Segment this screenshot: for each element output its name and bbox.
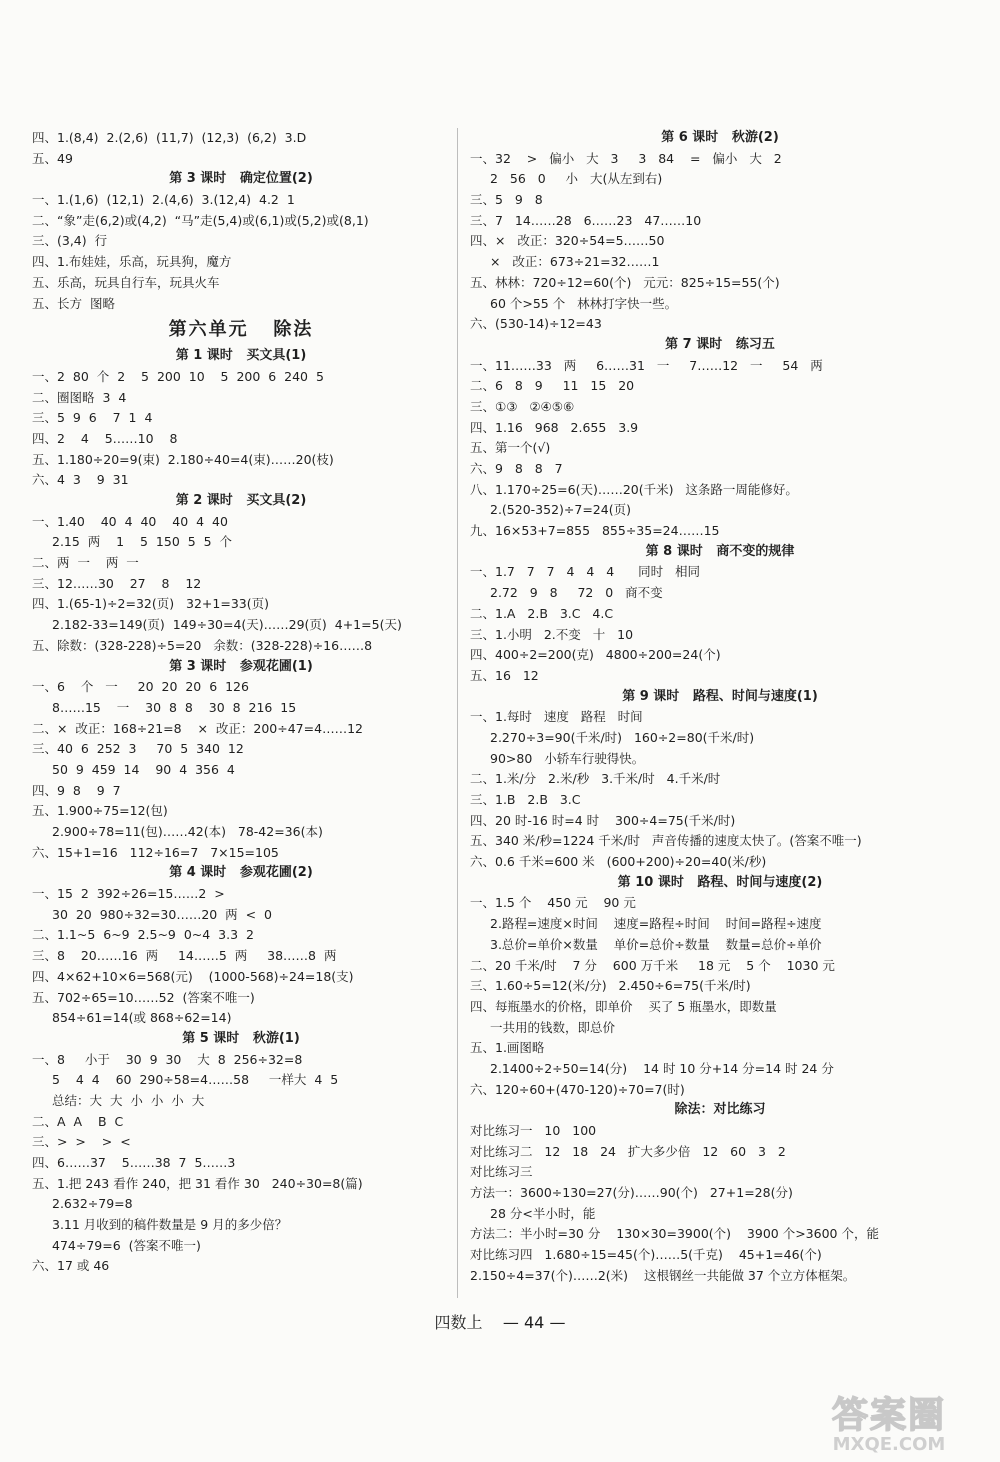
answer-line: 二、“象”走(6,2)或(4,2) “马”走(5,4)或(6,1)或(5,2)或(8,1)	[32, 212, 369, 228]
answer-line: 五、340 米/秒=1224 千米/时 声音传播的速度太快了。(答案不唯一)	[470, 833, 862, 849]
answer-line: 五、702÷65=10……52 (答案不唯一)	[32, 989, 255, 1005]
answer-line: 四、4×62+10×6=568(元) (1000-568)÷24=18(支)	[32, 968, 354, 984]
answer-line: 一、15 2 392÷26=15……2 >	[32, 886, 225, 902]
answer-line: 一、11……33 两 6……31 一 7……12 一 54 两	[470, 357, 823, 373]
answer-line: 六、9 8 8 7	[470, 461, 563, 476]
answer-line: 六、15+1=16 112÷16=7 7×15=105	[32, 844, 279, 860]
answer-line: 854÷61=14(或 868÷62=14)	[52, 1010, 232, 1026]
answer-line: 2.路程=速度×时间 速度=路程÷时间 时间=路程÷速度	[490, 916, 822, 932]
answer-line: 一、32 > 偏小 大 3 3 84 = 偏小 大 2	[470, 150, 782, 166]
answer-line: 28 分<半小时，能	[490, 1205, 596, 1221]
answer-line: 三、①③ ②④⑤⑥	[470, 398, 575, 414]
answer-line: 方法二：半小时=30 分 130×30=3900(个) 3900 个>3600 个，能	[470, 1226, 879, 1242]
answer-line: 四、2 4 5……10 8	[32, 430, 178, 446]
column-divider	[457, 128, 458, 1298]
answer-line: 五、1.180÷20=9(束) 2.180÷40=4(束)……20(枝)	[32, 451, 334, 467]
answer-line: 二、圈图略 3 4	[32, 389, 127, 405]
answer-line: 二、A A B C	[32, 1113, 124, 1129]
answer-line: 474÷79=6 (答案不唯一)	[52, 1237, 201, 1253]
answer-line: 四、1.(8,4) 2.(2,6) (11,7) (12,3) (6,2) 3.D	[32, 130, 307, 145]
answer-line: 一、1.5 个 450 元 90 元	[470, 895, 636, 911]
answer-line: 六、4 3 9 31	[32, 472, 129, 488]
answer-line: 60 个>55 个 林林打字快一些。	[490, 295, 678, 311]
answer-line: 三、5 9 6 7 1 4	[32, 410, 153, 426]
answer-line: 二、1.A 2.B 3.C 4.C	[470, 605, 614, 621]
answer-line: × 改正：673÷21=32……1	[490, 254, 660, 270]
answer-line: 二、1.米/分 2.米/秒 3.千米/时 4.千米/时	[470, 771, 721, 787]
answer-line: 一、1.每时 速度 路程 时间	[470, 709, 643, 725]
answer-line: 2.15 两 1 5 150 5 5 个	[52, 534, 233, 550]
section-heading: 第 5 课时 秋游(1)	[182, 1030, 300, 1046]
answer-line: 八、1.170÷25=6(天)……20(千米) 这条路一周能修好。	[470, 481, 798, 497]
answer-line: 五、第一个(√)	[470, 440, 551, 456]
answer-line: 五、1.900÷75=12(包)	[32, 803, 168, 819]
answer-line: 三、> > > <	[32, 1134, 131, 1150]
answer-line: 2.150÷4=37(个)……2(米) 这根钢丝一共能做 37 个立方体框架。	[470, 1267, 856, 1283]
answer-line: 30 20 980÷32=30……20 两 < 0	[52, 906, 272, 922]
answer-line: 90>80 小轿车行驶得快。	[490, 750, 645, 766]
answer-line: 五、林林：720÷12=60(个) 元元：825÷15=55(个)	[470, 274, 780, 290]
answer-line: 六、17 或 46	[32, 1258, 110, 1274]
watermark-logo	[804, 1396, 974, 1456]
answer-line: 5 4 4 60 290÷58=4……58 一样大 4 5	[52, 1072, 339, 1088]
answer-line: 五、1.把 243 看作 240，把 31 看作 30 240÷30=8(篇)	[32, 1175, 363, 1191]
answer-line: 二、1.1~5 6~9 2.5~9 0~4 3.3 2	[32, 927, 254, 943]
answer-line: 四、1.(65-1)÷2=32(页) 32+1=33(页)	[32, 596, 269, 612]
answer-line: 五、长方 图略	[32, 295, 115, 311]
answer-line: 五、除数：(328-228)÷5=20 余数：(328-228)÷16……8	[32, 637, 373, 653]
answer-line: 九、16×53+7=855 855÷35=24……15	[470, 523, 720, 539]
answer-line: 一、1.7 7 7 4 4 4 同时 相同	[470, 564, 701, 580]
answer-line: 对比练习四 1.680÷15=45(个)……5(千克) 45+1=46(个)	[470, 1247, 822, 1263]
section-heading: 第 9 课时 路程、时间与速度(1)	[622, 688, 818, 704]
answer-line: 五、1.画图略	[470, 1040, 545, 1056]
answer-line: 三、5 9 8	[470, 192, 543, 208]
answer-line: 四、每瓶墨水的价格，即单价 买了 5 瓶墨水，即数量	[470, 998, 777, 1014]
answer-line: 一、8 小于 30 9 30 大 8 256÷32=8	[32, 1051, 303, 1067]
answer-line: 2.1400÷2÷50=14(分) 14 时 10 分+14 分=14 时 24 分	[490, 1060, 834, 1076]
answer-line: 三、(3,4) 行	[32, 233, 108, 249]
answer-line: 六、(530-14)÷12=43	[470, 316, 602, 332]
section-heading: 第 10 课时 路程、时间与速度(2)	[617, 874, 823, 890]
answer-line: 三、8 20……16 两 14……5 两 38……8 两	[32, 948, 337, 964]
answer-line: 四、400÷2=200(克) 4800÷200=24(个)	[470, 647, 721, 663]
answer-line: 二、20 千米/时 7 分 600 万千米 18 元 5 个 1030 元	[470, 957, 835, 973]
watermark-url: MXQE.COM	[832, 1434, 946, 1455]
answer-line: 50 9 459 14 90 4 356 4	[52, 761, 235, 777]
section-heading: 第 2 课时 买文具(2)	[175, 493, 307, 508]
answer-line: 四、1.16 968 2.655 3.9	[470, 419, 639, 435]
answer-line: 2.900÷78=11(包)……42(本) 78-42=36(本)	[52, 824, 323, 839]
page-footer	[0, 1310, 1000, 1333]
footer-label: 四数上	[434, 1313, 483, 1332]
answer-line: 一共用的钱数，即总价	[490, 1019, 616, 1035]
left-column	[32, 128, 450, 1277]
answer-line: 三、1.B 2.B 3.C	[470, 792, 581, 807]
answer-line: 二、两 一 两 一	[32, 555, 139, 571]
answer-line: 三、1.60÷5=12(米/分) 2.450÷6=75(千米/时)	[470, 978, 751, 994]
answer-line: 一、6 个 一 20 20 20 6 126	[32, 679, 249, 695]
answer-line: 对比练习三	[470, 1164, 533, 1180]
answer-line: 2 56 0 小 大(从左到右)	[490, 171, 663, 187]
answer-line: 2.270÷3=90(千米/时) 160÷2=80(千米/时)	[490, 729, 755, 745]
answer-line: 二、× 改正：168÷21=8 × 改正：200÷47=4……12	[32, 720, 363, 736]
answer-line: 五、16 12	[470, 667, 539, 683]
watermark-main: 答案圈	[831, 1395, 946, 1436]
section-heading: 第 6 课时 秋游(2)	[661, 130, 779, 145]
answer-line: 六、0.6 千米=600 米 (600+200)÷20=40(米/秒)	[470, 854, 767, 870]
answer-line: 对比练习一 10 100	[470, 1123, 597, 1138]
answer-line: 3.总价=单价×数量 单价=总价÷数量 数量=总价÷单价	[490, 936, 822, 952]
answer-line: 2.632÷79=8	[52, 1196, 133, 1212]
answer-line: 二、6 8 9 11 15 20	[470, 378, 635, 394]
answer-line: 2.182-33=149(页) 149÷30=4(天)……29(页) 4+1=5(天)	[52, 617, 402, 633]
section-heading: 第 3 课时 确定位置(2)	[169, 171, 313, 187]
answer-line: 三、1.小明 2.不变 十 10	[470, 626, 634, 642]
section-heading: 除法：对比练习	[674, 1102, 766, 1118]
answer-line: 对比练习二 12 18 24 扩大多少倍 12 60 3 2	[470, 1143, 786, 1159]
answer-line: 四、20 时-16 时=4 时 300÷4=75(千米/时)	[470, 812, 736, 828]
right-column	[470, 128, 970, 1287]
answer-line: 总结：大 大 小 小 小 大	[52, 1092, 205, 1108]
answer-line: 2.72 9 8 72 0 商不变	[490, 585, 663, 601]
answer-line: 一、2 80 个 2 5 200 10 5 200 6 240 5	[32, 368, 324, 384]
answer-line: 3.11 月收到的稿件数量是 9 月的多少倍？	[52, 1217, 288, 1233]
answer-line: 六、120÷60+(470-120)÷70=7(时)	[470, 1081, 685, 1097]
answer-line: 四、× 改正：320÷54=5……50	[470, 233, 665, 249]
answer-line: 8……15 一 30 8 8 30 8 216 15	[52, 699, 297, 715]
answer-line: 一、1.40 40 4 40 40 4 40	[32, 513, 228, 529]
answer-line: 三、40 6 252 3 70 5 340 12	[32, 741, 244, 757]
answer-line: 四、6……37 5……38 7 5……3	[32, 1155, 236, 1170]
answer-line: 四、9 8 9 7	[32, 782, 121, 798]
answer-line: 五、乐高，玩具自行车，玩具火车	[32, 274, 220, 290]
section-heading: 第 8 课时 商不变的规律	[645, 543, 795, 559]
answer-line: 三、7 14……28 6……23 47……10	[470, 212, 702, 228]
answer-line: 五、49	[32, 150, 73, 166]
answer-line: 四、1.布娃娃，乐高，玩具狗，魔方	[32, 254, 232, 270]
answer-line: 三、12……30 27 8 12	[32, 575, 202, 591]
section-heading: 第 3 课时 参观花圃(1)	[169, 658, 313, 674]
section-heading: 第 1 课时 买文具(1)	[175, 348, 307, 364]
section-heading: 第 7 课时 练习五	[665, 336, 775, 352]
answer-line: 一、1.(1,6) (12,1) 2.(4,6) 3.(12,4) 4.2 1	[32, 192, 295, 208]
page-number: — 44 —	[502, 1313, 566, 1332]
answer-line: 方法一：3600÷130=27(分)……90(个) 27+1=28(分)	[470, 1185, 793, 1201]
answer-line: 2.(520-352)÷7=24(页)	[490, 502, 631, 518]
section-heading: 第 4 课时 参观花圃(2)	[169, 865, 313, 881]
section-heading: 第六单元 除法	[168, 319, 314, 341]
